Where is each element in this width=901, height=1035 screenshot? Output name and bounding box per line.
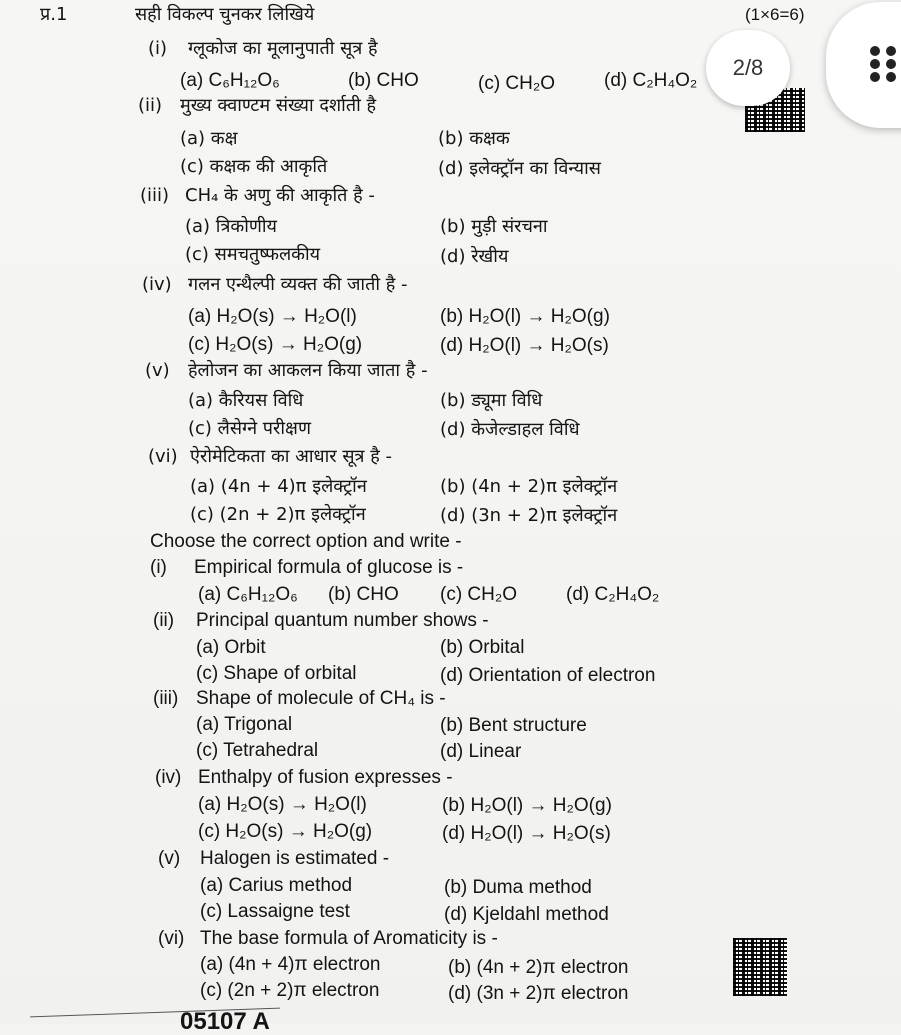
english-q3-option-c: (c) Tetrahedral [196, 740, 319, 761]
page-indicator-text: 2/8 [732, 55, 764, 80]
english-q5-option-c: (c) Lassaigne test [200, 901, 350, 922]
hindi-q6-option-d: (d) (3n + 2)π इलेक्ट्रॉन [440, 505, 618, 526]
hindi-q1-text: ग्लूकोज का मूलानुपाती सूत्र है [188, 38, 378, 59]
section-title-hindi: सही विकल्प चुनकर लिखिये [135, 4, 315, 25]
hindi-q2-option-d: (d) इलेक्ट्रॉन का विन्यास [438, 158, 601, 179]
english-q2-option-c: (c) Shape of orbital [196, 663, 357, 684]
hindi-q1-option-a: (a) C₆H₁₂O₆ [180, 70, 280, 91]
hindi-q4-option-c: (c) H₂O(s) → H₂O(g) [188, 334, 363, 355]
english-q3-option-b: (b) Bent structure [440, 715, 587, 736]
hindi-q6-option-b: (b) (4n + 2)π इलेक्ट्रॉन [440, 476, 618, 497]
english-q1-option-a: (a) C₆H₁₂O₆ [198, 584, 298, 605]
hindi-q6-text: ऐरोमेटिकता का आधार सूत्र है - [190, 446, 392, 467]
hindi-q4-option-b: (b) H₂O(l) → H₂O(g) [440, 306, 610, 327]
english-q4-option-c: (c) H₂O(s) → H₂O(g) [198, 821, 373, 842]
hindi-q5-label: (v) [145, 360, 170, 381]
english-q4-label: (iv) [155, 767, 182, 788]
english-q4-option-b: (b) H₂O(l) → H₂O(g) [442, 795, 612, 816]
english-q4-option-a: (a) H₂O(s) → H₂O(l) [198, 794, 367, 815]
english-q5-option-d: (d) Kjeldahl method [444, 904, 609, 925]
english-q2-option-d: (d) Orientation of electron [440, 665, 656, 686]
english-q1-label: (i) [150, 557, 167, 578]
english-q6-option-b: (b) (4n + 2)π electron [448, 957, 629, 978]
hindi-q5-option-d: (d) केजेल्डाहल विधि [440, 419, 580, 440]
english-q2-label: (ii) [153, 610, 175, 631]
marks-label: (1×6=6) [745, 5, 805, 24]
english-q6-option-c: (c) (2n + 2)π electron [200, 980, 380, 1001]
english-q6-option-a: (a) (4n + 4)π electron [200, 954, 381, 975]
english-q1-option-b: (b) CHO [328, 584, 399, 605]
english-instruction: Choose the correct option and write - [150, 531, 462, 552]
hindi-q4-option-d: (d) H₂O(l) → H₂O(s) [440, 335, 609, 356]
grid-dots-icon [870, 46, 898, 82]
hindi-q5-option-a: (a) कैरियस विधि [188, 390, 304, 411]
page-indicator[interactable] [706, 30, 790, 106]
hindi-q3-option-a: (a) त्रिकोणीय [185, 216, 277, 237]
hindi-q4-option-a: (a) H₂O(s) → H₂O(l) [188, 306, 357, 327]
hindi-q2-option-a: (a) कक्ष [180, 128, 238, 149]
english-q6-option-d: (d) (3n + 2)π electron [448, 983, 629, 1004]
english-q5-label: (v) [158, 848, 181, 869]
hindi-q3-option-c: (c) समचतुष्फलकीय [185, 244, 321, 265]
hindi-q4-label: (iv) [142, 274, 172, 295]
english-q1-text: Empirical formula of glucose is - [194, 557, 464, 578]
hindi-q2-option-c: (c) कक्षक की आकृति [180, 156, 328, 177]
english-q1-option-c: (c) CH₂O [440, 584, 518, 605]
hindi-q5-text: हेलोजन का आकलन किया जाता है - [188, 360, 428, 381]
hindi-q3-option-b: (b) मुड़ी संरचना [440, 216, 548, 237]
hindi-q4-text: गलन एन्थैल्पी व्यक्त की जाती है - [188, 274, 408, 295]
hindi-q3-option-d: (d) रेखीय [440, 246, 509, 267]
hindi-q3-text: CH₄ के अणु की आकृति है - [185, 185, 375, 206]
english-q2-text: Principal quantum number shows - [196, 610, 489, 631]
hindi-q1-option-d: (d) C₂H₄O₂ [604, 70, 698, 91]
english-q5-option-b: (b) Duma method [444, 877, 592, 898]
english-q3-label: (iii) [153, 688, 179, 709]
hindi-q6-option-a: (a) (4n + 4)π इलेक्ट्रॉन [190, 476, 367, 497]
english-q2-option-a: (a) Orbit [196, 637, 266, 658]
hindi-q2-text: मुख्य क्वाण्टम संख्या दर्शाती है [180, 95, 377, 116]
english-q3-option-d: (d) Linear [440, 741, 522, 762]
english-q1-option-d: (d) C₂H₄O₂ [566, 584, 660, 605]
footer-code: 05107 A [180, 1008, 270, 1035]
english-q4-text: Enthalpy of fusion expresses - [198, 767, 453, 788]
page-code-bottom [733, 938, 787, 996]
english-q3-text: Shape of molecule of CH₄ is - [196, 688, 446, 709]
question-number: प्र.1 [40, 4, 68, 25]
hindi-q5-option-b: (b) ड्यूमा विधि [440, 390, 543, 411]
hindi-q1-option-b: (b) CHO [348, 70, 419, 91]
english-q2-option-b: (b) Orbital [440, 637, 525, 658]
english-q5-text: Halogen is estimated - [200, 848, 390, 869]
hindi-q5-option-c: (c) लैसेग्ने परीक्षण [188, 418, 311, 439]
hindi-q2-label: (ii) [138, 95, 163, 116]
hindi-q3-label: (iii) [140, 185, 170, 206]
english-q4-option-d: (d) H₂O(l) → H₂O(s) [442, 823, 611, 844]
english-q5-option-a: (a) Carius method [200, 875, 353, 896]
hindi-q6-option-c: (c) (2n + 2)π इलेक्ट्रॉन [190, 504, 366, 525]
english-q6-text: The base formula of Aromaticity is - [200, 928, 498, 949]
hindi-q6-label: (vi) [148, 446, 178, 467]
english-q3-option-a: (a) Trigonal [196, 714, 293, 735]
hindi-q1-label: (i) [148, 38, 168, 59]
hindi-q1-option-c: (c) CH₂O [478, 73, 556, 94]
english-q6-label: (vi) [158, 928, 185, 949]
hindi-q2-option-b: (b) कक्षक [438, 128, 510, 149]
